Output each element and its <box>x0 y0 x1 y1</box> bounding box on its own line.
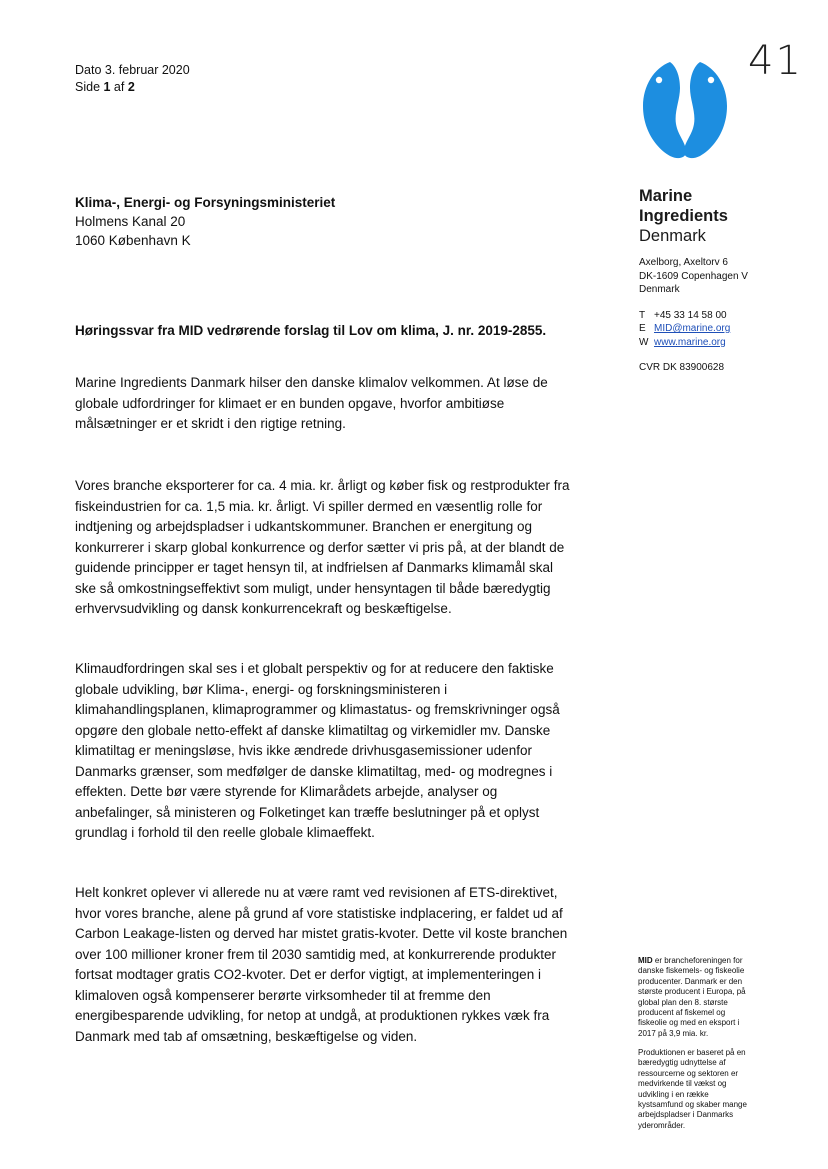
recipient-name: Klima-, Energi- og Forsyningsministeriet <box>75 195 336 210</box>
text-line: effekten. Dette bør være styrende for Klimarådets arbejde, analyser og <box>75 784 498 799</box>
brand-line-2: Ingredients <box>639 207 728 225</box>
contact-block <box>639 256 748 375</box>
logo-left-fish <box>643 62 686 158</box>
sidebar-line: yderområder. <box>638 1120 686 1130</box>
email-link[interactable]: MID@marine.org <box>654 323 731 334</box>
paragraph-3 <box>75 659 600 844</box>
recipient-street: Holmens Kanal 20 <box>75 214 186 229</box>
text-line: energibesparende udvikling, for netop at undgå, at produktionen rykkes væk fra <box>75 1008 550 1023</box>
letter-meta <box>75 62 190 96</box>
email-row: E MID@marine.org <box>639 323 731 334</box>
sidebar-note-2 <box>638 1048 768 1131</box>
sidebar-line: største producent i Europa, på <box>638 987 746 997</box>
sidebar-note-1 <box>638 956 768 1039</box>
sidebar-line: global plan den 8. største <box>638 997 728 1007</box>
brand-line-1: Marine <box>639 187 693 205</box>
logo-right-fish <box>684 62 727 158</box>
sidebar-line: fiskeolie og med en eksport i <box>638 1018 740 1028</box>
logo-left-eye <box>656 77 662 83</box>
address-line-3: Denmark <box>639 284 680 295</box>
phone-number: +45 33 14 58 00 <box>654 309 727 321</box>
text-line: klimaloven også kompenserer berørte virksomheder til at fremme den <box>75 987 491 1003</box>
mid-logo <box>640 56 730 162</box>
paragraph-4 <box>75 883 600 1047</box>
page-indicator: Side 1 af 2 <box>75 80 135 94</box>
text-line: fortsat modtager gratis CO2-kvoter. Det er derfor vigtigt, at implementeringen i <box>75 967 541 982</box>
sidebar-line: 2017 på 3,9 mia. kr. <box>638 1028 709 1038</box>
text-line: Danmarks grænser, som medfølger de danske klimatiltag, med- og modregnes i <box>75 763 553 779</box>
text-line: ske så omkostningseffektivt som muligt, under hensyntagen til både bæredygtig <box>75 580 551 596</box>
letter-subject: Høringssvar fra MID vedrørende forslag til Lov om klima, J. nr. 2019-2855. <box>75 323 547 338</box>
text-line: målsætninger er et skridt i den rigtige retning. <box>75 416 346 431</box>
sidebar-line: producenter. Danmark er den <box>638 976 743 986</box>
text-line: Klimaudfordringen skal ses i et globalt perspektiv og for at reducere den faktiske <box>75 661 554 676</box>
cvr-number: CVR DK 83900628 <box>639 362 725 373</box>
text-line: globale udfordringer for klimaet er en bunden opgave, hvorfor ambitiøse <box>75 395 505 411</box>
phone-row: T +45 33 14 58 00 <box>639 309 727 321</box>
text-line: Danmark med tab af omsætning, beskæftigelse og viden. <box>75 1028 418 1044</box>
text-line: indtjening og arbejdspladser i udkantskommuner. Branchen er energitung og <box>75 519 533 534</box>
text-line: hvor vores branche, alene på grund af vore statistiske indplacering, er faldet ud af <box>75 905 563 921</box>
text-line: globale udvikling, bør Klima-, energi- og forskningsministeren i <box>75 681 448 697</box>
text-line: opgøre den globale netto-effekt af danske klimatiltag og virkemidler mv. Danske <box>75 722 551 738</box>
brand-name <box>639 186 728 246</box>
recipient-city: 1060 København K <box>75 233 191 248</box>
sidebar-line: producent af fiskemel og <box>638 1008 726 1018</box>
web-link[interactable]: www.marine.org <box>654 336 726 348</box>
sidebar-line: MID er brancheforeningen for <box>638 956 743 965</box>
recipient-address <box>75 193 335 250</box>
brand-line-3: Denmark <box>639 227 706 245</box>
address-line-2: DK-1609 Copenhagen V <box>639 270 748 282</box>
text-line: guidende principper er taget hensyn til, at indfrielsen af Danmarks klimamål skal <box>75 560 553 575</box>
text-line: Carbon Leakage-listen og derved har mistet gratis-kvoter. Dette vil koste branchen <box>75 926 568 941</box>
text-line: grundlag i forhold til den reelle globale klimaeffekt. <box>75 825 375 840</box>
sidebar-line: medvirkende til vækst og <box>638 1079 727 1089</box>
letter-date: Dato 3. februar 2020 <box>75 63 190 77</box>
text-line: anbefalinger, så ministeren og Folketinget kan træffe beslutninger på et oplyst <box>75 804 540 820</box>
text-line: klimahandlingsplanen, klimaprogrammer og klimastatus- og fremskrivninger også <box>75 702 560 717</box>
text-line: konkurrerer i skarp global konkurrence og derfor sætter vi pris på, at der blandt de <box>75 539 565 555</box>
sidebar-line: danske fiskemels- og fiskeolie <box>638 966 745 976</box>
sidebar-line: udvikling i en række <box>638 1089 709 1099</box>
sidebar-line: bæredygtig udnyttelse af <box>638 1058 726 1068</box>
text-line: erhvervsudvikling og dansk konkurrencekraft og beskæftigelse. <box>75 601 452 616</box>
paragraph-2 <box>75 476 600 620</box>
sidebar-line: ressourcerne og sektoren er <box>638 1068 739 1078</box>
paragraph-1 <box>75 373 600 435</box>
text-line: over 100 millioner kroner frem til 2030 samtidig med, at konkurrerende produkter <box>75 946 556 962</box>
web-row: W www.marine.org <box>639 336 726 348</box>
text-line: Marine Ingredients Danmark hilser den danske klimalov velkommen. At løse de <box>75 375 548 390</box>
sidebar-line: kystsamfund og skaber mange <box>638 1100 747 1110</box>
text-line: Vores branche eksporterer for ca. 4 mia. kr. årligt og køber fisk og restprodukter fra <box>75 478 570 493</box>
text-line: fiskeindustrien for ca. 1,5 mia. kr. årligt. Vi spiller dermed en væsentlig rolle for <box>75 498 543 514</box>
text-line: Helt konkret oplever vi allerede nu at være ramt ved revisionen af ETS-direktivet, <box>75 885 558 900</box>
address-line-1: Axelborg, Axeltorv 6 <box>639 257 728 268</box>
logo-right-eye <box>708 77 714 83</box>
sidebar-line: arbejdspladser i Danmarks <box>638 1110 734 1120</box>
handwritten-page-number: 41 <box>748 38 803 84</box>
sidebar-line: Produktionen er baseret på en <box>638 1048 746 1057</box>
text-line: klimatiltag er meningsløse, hvis ikke ændrede drivhusgasemissioner udenfor <box>75 743 532 758</box>
